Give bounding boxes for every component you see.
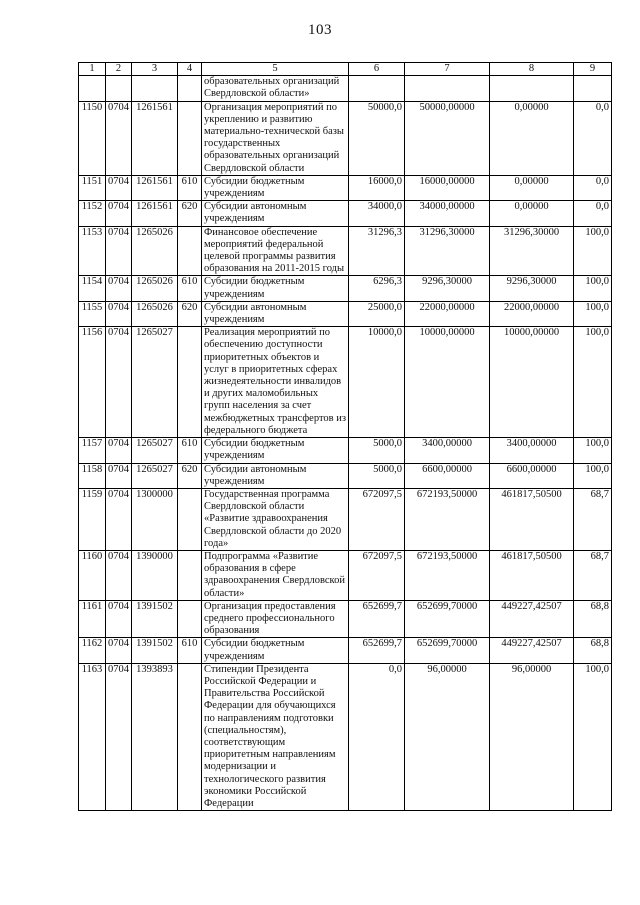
row-value-col7: 50000,00000 bbox=[405, 101, 490, 175]
row-value-col9: 0,0 bbox=[574, 101, 612, 175]
row-value-col7: 652699,70000 bbox=[405, 638, 490, 663]
row-value-col8: 96,00000 bbox=[490, 663, 574, 810]
row-expense-type bbox=[178, 663, 202, 810]
row-target-code: 1265027 bbox=[132, 438, 178, 463]
row-expense-type bbox=[178, 226, 202, 276]
row-value-col6: 6296,3 bbox=[349, 276, 405, 301]
row-name: Субсидии бюджетным учреждениям bbox=[202, 638, 349, 663]
row-number: 1159 bbox=[79, 488, 106, 550]
row-expense-type: 620 bbox=[178, 301, 202, 326]
row-value-col8: 22000,00000 bbox=[490, 301, 574, 326]
table-row bbox=[79, 226, 612, 276]
row-number: 1150 bbox=[79, 101, 106, 175]
row-value-col6: 0,0 bbox=[349, 663, 405, 810]
table-row bbox=[79, 488, 612, 550]
row-value-col9: 100,0 bbox=[574, 663, 612, 810]
row-target-code: 1391502 bbox=[132, 638, 178, 663]
row-value-col6: 10000,0 bbox=[349, 327, 405, 438]
row-target-code: 1265027 bbox=[132, 463, 178, 488]
table-row bbox=[79, 301, 612, 326]
table-row bbox=[79, 101, 612, 175]
row-expense-type: 610 bbox=[178, 438, 202, 463]
row-section-code: 0704 bbox=[106, 327, 132, 438]
row-number: 1158 bbox=[79, 463, 106, 488]
row-number: 1163 bbox=[79, 663, 106, 810]
row-value-col7: 6600,00000 bbox=[405, 463, 490, 488]
row-name: Реализация мероприятий по обеспечению доступности приоритетных объектов и услуг в приоритетных сферах жизнедеятельности инвалидов и других маломобильных групп населения за счет межбюджетных трансфертов из федерального бюджета bbox=[202, 327, 349, 438]
row-number: 1156 bbox=[79, 327, 106, 438]
row-value-col8: 461817,50500 bbox=[490, 550, 574, 600]
row-value-col7: 31296,30000 bbox=[405, 226, 490, 276]
row-number: 1151 bbox=[79, 175, 106, 200]
row-name: Стипендии Президента Российской Федерации и Правительства Российской Федерации для обучающихся по направлениям подготовки (специальностям), соответствующим приоритетным направлениям модернизации и технологического развития экономики Российской Федерации bbox=[202, 663, 349, 810]
row-section-code: 0704 bbox=[106, 276, 132, 301]
row-value-col6: 50000,0 bbox=[349, 101, 405, 175]
row-target-code: 1265027 bbox=[132, 327, 178, 438]
row-value-col9: 68,8 bbox=[574, 638, 612, 663]
row-value-col6: 31296,3 bbox=[349, 226, 405, 276]
row-expense-type bbox=[178, 101, 202, 175]
budget-table bbox=[78, 62, 612, 811]
row-value-col7: 672193,50000 bbox=[405, 550, 490, 600]
row-value-col6: 5000,0 bbox=[349, 463, 405, 488]
row-number: 1154 bbox=[79, 276, 106, 301]
table-row bbox=[79, 327, 612, 438]
row-value-col6: 652699,7 bbox=[349, 638, 405, 663]
row-value-col8: 449227,42507 bbox=[490, 600, 574, 638]
row-value-col7: 16000,00000 bbox=[405, 175, 490, 200]
table-row bbox=[79, 438, 612, 463]
row-number: 1155 bbox=[79, 301, 106, 326]
row-value-col9: 0,0 bbox=[574, 175, 612, 200]
row-value-col6: 672097,5 bbox=[349, 488, 405, 550]
page-number: 103 bbox=[308, 22, 332, 38]
column-header: 6 bbox=[349, 63, 405, 76]
row-value-col9: 100,0 bbox=[574, 463, 612, 488]
row-value-col7: 672193,50000 bbox=[405, 488, 490, 550]
row-value-col8: 3400,00000 bbox=[490, 438, 574, 463]
row-expense-type: 620 bbox=[178, 463, 202, 488]
row-value-col9: 68,8 bbox=[574, 600, 612, 638]
row-target-code: 1390000 bbox=[132, 550, 178, 600]
row-value-col7: 10000,00000 bbox=[405, 327, 490, 438]
table-row bbox=[79, 201, 612, 226]
row-name: Субсидии бюджетным учреждениям bbox=[202, 438, 349, 463]
row-value-col6: 652699,7 bbox=[349, 600, 405, 638]
row-name: Финансовое обеспечение мероприятий федеральной целевой программы развития образования на 2011-2015 годы bbox=[202, 226, 349, 276]
row-value-col8: 31296,30000 bbox=[490, 226, 574, 276]
row-target-code: 1391502 bbox=[132, 600, 178, 638]
table-body bbox=[79, 63, 612, 811]
row-value-col6: 34000,0 bbox=[349, 201, 405, 226]
row-value-col7: 34000,00000 bbox=[405, 201, 490, 226]
row-value-col9: 68,7 bbox=[574, 550, 612, 600]
row-value-col9: 100,0 bbox=[574, 226, 612, 276]
row-section-code: 0704 bbox=[106, 463, 132, 488]
row-name: Организация предоставления среднего профессионального образования bbox=[202, 600, 349, 638]
column-header: 8 bbox=[490, 63, 574, 76]
column-header: 1 bbox=[79, 63, 106, 76]
table-row bbox=[79, 550, 612, 600]
row-name: Субсидии бюджетным учреждениям bbox=[202, 175, 349, 200]
row-section-code: 0704 bbox=[106, 663, 132, 810]
column-header: 7 bbox=[405, 63, 490, 76]
row-expense-type bbox=[178, 327, 202, 438]
row-value-col7: 3400,00000 bbox=[405, 438, 490, 463]
row-value-col9: 68,7 bbox=[574, 488, 612, 550]
row-target-code: 1261561 bbox=[132, 101, 178, 175]
row-number: 1157 bbox=[79, 438, 106, 463]
row-expense-type: 610 bbox=[178, 175, 202, 200]
row-expense-type bbox=[178, 600, 202, 638]
row-section-code: 0704 bbox=[106, 550, 132, 600]
row-section-code: 0704 bbox=[106, 600, 132, 638]
continuation-row bbox=[79, 76, 612, 101]
row-target-code: 1265026 bbox=[132, 276, 178, 301]
row-number: 1160 bbox=[79, 550, 106, 600]
row-value-col9: 0,0 bbox=[574, 201, 612, 226]
column-number-row bbox=[79, 63, 612, 76]
table-row bbox=[79, 638, 612, 663]
row-value-col9: 100,0 bbox=[574, 301, 612, 326]
row-section-code: 0704 bbox=[106, 301, 132, 326]
row-value-col6: 5000,0 bbox=[349, 438, 405, 463]
row-value-col8: 6600,00000 bbox=[490, 463, 574, 488]
row-target-code: 1300000 bbox=[132, 488, 178, 550]
row-value-col6: 672097,5 bbox=[349, 550, 405, 600]
row-value-col9: 100,0 bbox=[574, 327, 612, 438]
row-section-code: 0704 bbox=[106, 488, 132, 550]
row-expense-type bbox=[178, 550, 202, 600]
table-row bbox=[79, 175, 612, 200]
row-name: Государственная программа Свердловской области «Развитие здравоохранения Свердловской области до 2020 года» bbox=[202, 488, 349, 550]
row-name: образовательных организаций Свердловской области» bbox=[202, 76, 349, 101]
row-value-col8: 0,00000 bbox=[490, 101, 574, 175]
row-target-code: 1261561 bbox=[132, 201, 178, 226]
column-header: 5 bbox=[202, 63, 349, 76]
row-target-code: 1261561 bbox=[132, 175, 178, 200]
row-target-code: 1265026 bbox=[132, 226, 178, 276]
row-value-col7: 9296,30000 bbox=[405, 276, 490, 301]
row-name: Субсидии бюджетным учреждениям bbox=[202, 276, 349, 301]
table-row bbox=[79, 463, 612, 488]
row-number: 1161 bbox=[79, 600, 106, 638]
row-value-col7: 96,00000 bbox=[405, 663, 490, 810]
column-header: 2 bbox=[106, 63, 132, 76]
row-name: Субсидии автономным учреждениям bbox=[202, 201, 349, 226]
row-value-col6: 16000,0 bbox=[349, 175, 405, 200]
row-value-col9: 100,0 bbox=[574, 438, 612, 463]
row-value-col8: 9296,30000 bbox=[490, 276, 574, 301]
row-value-col6: 25000,0 bbox=[349, 301, 405, 326]
row-value-col8: 461817,50500 bbox=[490, 488, 574, 550]
row-expense-type: 620 bbox=[178, 201, 202, 226]
row-value-col8: 0,00000 bbox=[490, 175, 574, 200]
row-section-code: 0704 bbox=[106, 201, 132, 226]
column-header: 3 bbox=[132, 63, 178, 76]
row-section-code: 0704 bbox=[106, 438, 132, 463]
row-section-code: 0704 bbox=[106, 101, 132, 175]
row-number: 1152 bbox=[79, 201, 106, 226]
row-value-col7: 652699,70000 bbox=[405, 600, 490, 638]
row-value-col9: 100,0 bbox=[574, 276, 612, 301]
row-expense-type: 610 bbox=[178, 276, 202, 301]
column-header: 4 bbox=[178, 63, 202, 76]
column-header: 9 bbox=[574, 63, 612, 76]
row-name: Субсидии автономным учреждениям bbox=[202, 301, 349, 326]
row-name: Организация мероприятий по укреплению и развитию материально-технической базы государственных образовательных организаций Свердловской области bbox=[202, 101, 349, 175]
row-value-col8: 10000,00000 bbox=[490, 327, 574, 438]
row-section-code: 0704 bbox=[106, 638, 132, 663]
table-row bbox=[79, 276, 612, 301]
table-row bbox=[79, 663, 612, 810]
row-expense-type: 610 bbox=[178, 638, 202, 663]
row-section-code: 0704 bbox=[106, 175, 132, 200]
row-name: Подпрограмма «Развитие образования в сфере здравоохранения Свердловской области» bbox=[202, 550, 349, 600]
row-section-code: 0704 bbox=[106, 226, 132, 276]
row-number: 1162 bbox=[79, 638, 106, 663]
row-value-col8: 449227,42507 bbox=[490, 638, 574, 663]
row-number: 1153 bbox=[79, 226, 106, 276]
row-target-code: 1393893 bbox=[132, 663, 178, 810]
row-name: Субсидии автономным учреждениям bbox=[202, 463, 349, 488]
row-target-code: 1265026 bbox=[132, 301, 178, 326]
table-row bbox=[79, 600, 612, 638]
row-value-col7: 22000,00000 bbox=[405, 301, 490, 326]
row-expense-type bbox=[178, 488, 202, 550]
row-value-col8: 0,00000 bbox=[490, 201, 574, 226]
